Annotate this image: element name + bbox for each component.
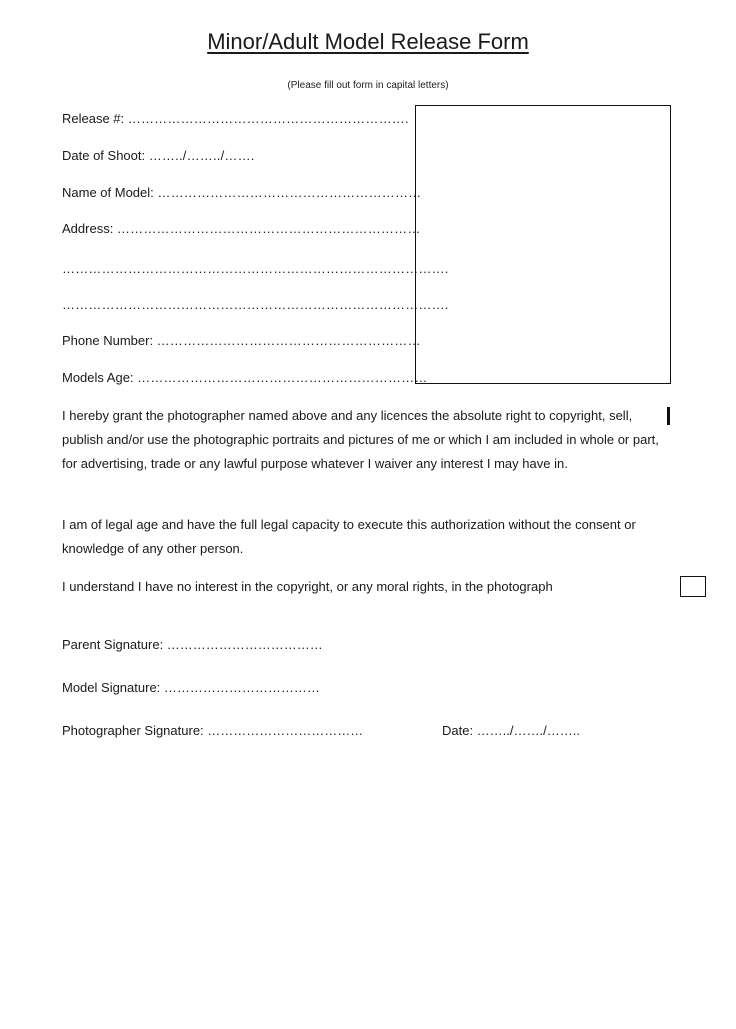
address-line-3-blank[interactable]: ……………………………………………………………………………. (62, 297, 449, 312)
name-of-model-field[interactable] (62, 184, 421, 202)
phone-number-label: Phone Number: (62, 333, 157, 348)
name-of-model-blank[interactable]: …………………………………………………… (157, 185, 422, 200)
name-of-model-label: Name of Model: (62, 185, 158, 200)
photo-box[interactable] (415, 105, 671, 384)
address-line-2-blank[interactable]: ……………………………………………………………………………. (62, 261, 449, 276)
release-number-field[interactable] (62, 110, 409, 128)
address-line-3-field[interactable] (62, 296, 449, 314)
phone-number-field[interactable] (62, 332, 421, 350)
form-title (0, 28, 736, 56)
grant-paragraph: I hereby grant the photographer named above and any licences the absolute right to copyright, sell, publish and/or use the photographic portraits and pictures of me or which I am included in whole or part, for advertising, trade or any lawful purpose whatever I waiver any interest I may have in. (62, 408, 659, 471)
copyright-statement: I understand I have no interest in the copyright, or any moral rights, in the photograph (62, 579, 553, 594)
date-of-shoot-label: Date of Shoot: (62, 148, 149, 163)
text-cursor (667, 407, 670, 425)
model-signature-line[interactable]: Model Signature: ……………………………… (62, 680, 320, 695)
address-blank[interactable]: …………………………………………………………… (116, 221, 421, 236)
release-number-blank[interactable]: ………………………………………………………. (127, 111, 409, 126)
photographer-signature-line[interactable]: Photographer Signature: ……………………………… (62, 723, 364, 738)
agreement-checkbox[interactable] (680, 576, 706, 597)
release-number-label: Release #: (62, 111, 128, 126)
models-age-blank[interactable]: ………………………………………………………… (137, 370, 428, 385)
phone-number-blank[interactable]: …………………………………………………… (156, 333, 421, 348)
address-line-2-field[interactable] (62, 260, 449, 278)
form-subtitle: (Please fill out form in capital letters) (287, 80, 449, 91)
address-label: Address: (62, 221, 117, 236)
date-of-shoot-blank[interactable]: ……../……../……. (148, 148, 255, 163)
address-field[interactable] (62, 220, 421, 238)
models-age-label: Models Age: (62, 370, 138, 385)
parent-signature-line[interactable]: Parent Signature: ……………………………… (62, 637, 323, 652)
form-title-text: Minor/Adult Model Release Form (207, 29, 529, 54)
signature-date-line[interactable]: Date: ……../……./…….. (442, 723, 580, 738)
date-of-shoot-field[interactable] (62, 147, 255, 165)
models-age-field[interactable] (62, 369, 428, 387)
legal-age-paragraph: I am of legal age and have the full legal capacity to execute this authorization without the consent or knowledge of any other person. (62, 517, 636, 556)
